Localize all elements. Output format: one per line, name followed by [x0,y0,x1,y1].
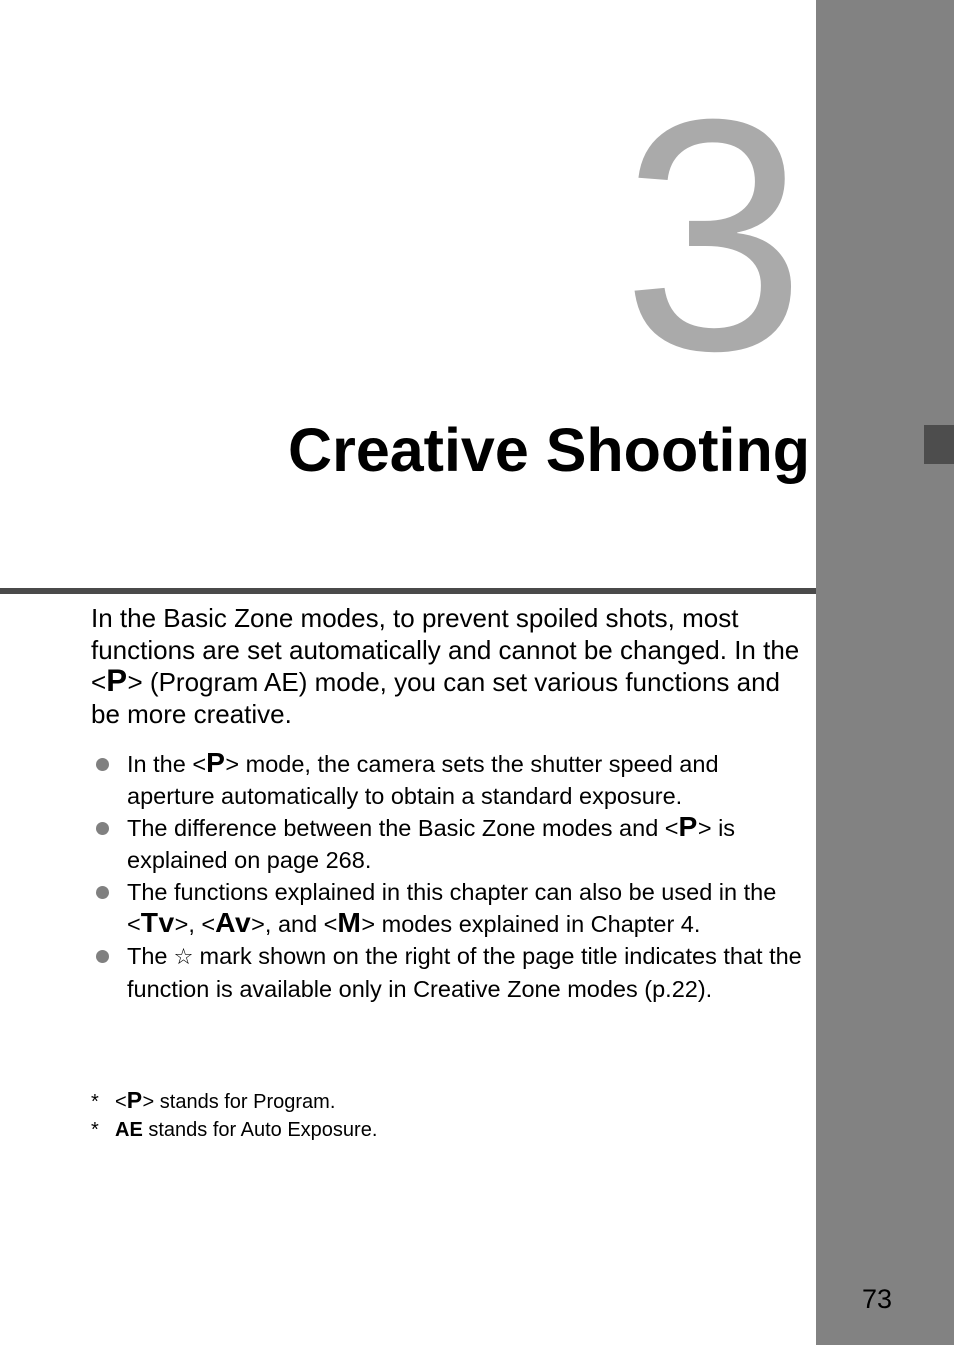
bullet-text: mark shown on the right of the page title indicates that the function is available only in Creative Zone modes (p.22). [127,943,802,1002]
mode-p-icon: P [106,663,128,698]
chapter-number: 3 [622,50,802,419]
bullet-text: The difference between the Basic Zone modes and < [127,815,679,841]
bullet-text: >, < [174,911,216,937]
footnote-text: stands for Auto Exposure. [142,1119,378,1141]
footnote-bold-term: AE [115,1119,143,1141]
bullet-text: >, and < [251,911,338,937]
mode-p-icon: P [678,810,698,842]
mode-p-icon: P [206,746,226,778]
star-icon: ☆ [173,944,194,969]
list-item [91,812,803,876]
mode-m-icon: M [337,906,362,938]
intro-text-2: > (Program AE) mode, you can set various functions and be more creative. [91,667,781,729]
bullet-dot-icon [96,758,109,771]
intro-text-1: In the Basic Zone modes, to prevent spoiled shots, most functions are set automatically and cannot be changed. In the < [91,603,800,697]
bullet-text: The functions explained in this chapter can also be used in the < [127,879,777,937]
bullet-dot-icon [96,822,109,835]
bullet-text: The [127,943,168,969]
footnote-text: < [115,1091,127,1113]
mode-av-icon: Av [215,906,252,938]
bullet-dot-icon [96,950,109,963]
section-divider [0,588,816,594]
asterisk: * [91,1119,99,1141]
footnote [91,1088,791,1116]
chapter-tab-marker [924,425,954,464]
footnotes [91,1088,791,1144]
side-margin-bar [816,0,954,1345]
mode-tv-icon: Tv [140,906,175,938]
bullet-text: In the < [127,751,207,777]
list-item [91,748,803,812]
page-number: 73 [862,1284,893,1314]
bullet-list [91,748,803,1005]
footnote-text: > stands for Program. [142,1091,336,1113]
list-item [91,940,803,1005]
list-item [91,876,803,940]
bullet-text: > is explained on page 268. [127,815,736,873]
intro-paragraph [91,602,803,730]
asterisk: * [91,1091,99,1113]
bullet-text: > mode, the camera sets the shutter speed and aperture automatically to obtain a standard exposure. [127,751,719,809]
bullet-text: > modes explained in Chapter 4. [361,911,701,937]
mode-p-icon: P [126,1087,143,1113]
chapter-title: Creative Shooting [288,416,810,484]
footnote [91,1116,791,1144]
bullet-dot-icon [96,886,109,899]
